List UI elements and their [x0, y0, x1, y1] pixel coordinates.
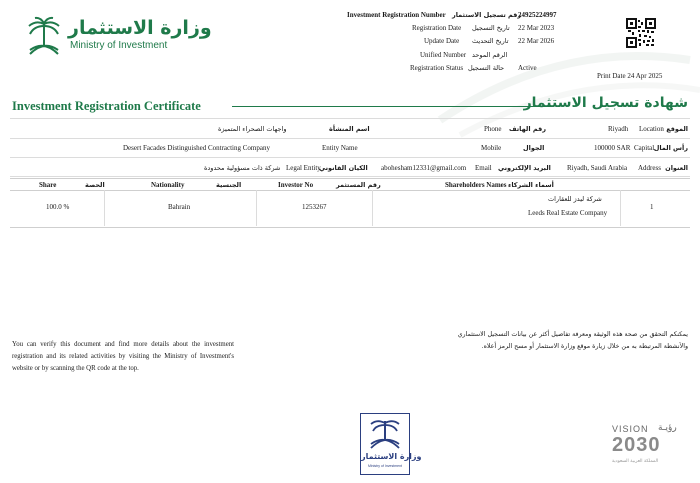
entity-name-label-ar: اسم المنشأة: [329, 125, 370, 133]
col-nationality-en: Nationality: [151, 181, 185, 189]
unified-number-label-ar: الرقم الموحد: [472, 51, 508, 59]
reg-status-value: Active: [518, 64, 537, 72]
row-divider: [10, 118, 690, 119]
logo-arabic-text: وزارة الاستثمار: [68, 17, 212, 39]
vision-2030-logo: [610, 424, 690, 480]
entity-name-value-ar: واجهات الصحراء المتميزة: [218, 125, 287, 133]
col-nationality-ar: الجنسية: [216, 181, 242, 189]
reg-number-label-ar: رقم تسجيل الاستثمار: [452, 11, 522, 19]
reg-date-label-ar: تاريخ التسجيل: [472, 24, 510, 32]
verify-text-english: You can verify this document and find more details about the investment registration and its related activities by visiting the Ministry of Investment's website or by scanning the QR code at the top.: [12, 341, 234, 372]
seal-english-text: Ministry of Investment: [367, 464, 403, 468]
row-share: 100.0 %: [46, 203, 70, 211]
reg-status-label-ar: حالة التسجيل: [468, 64, 505, 72]
update-date-value: 22 Mar 2026: [518, 37, 555, 45]
ministry-logo: [24, 14, 212, 64]
column-divider: [372, 190, 373, 226]
title-divider: [232, 106, 552, 107]
column-divider: [104, 190, 105, 226]
logo-english-text: Ministry of Investment: [70, 40, 168, 51]
entity-name-value: Desert Facades Distinguished Contracting Company: [123, 144, 270, 152]
phone-label: Phone: [484, 125, 502, 133]
update-date-label: Update Date: [424, 37, 460, 45]
email-value[interactable]: abohesham12331@gmail.com: [381, 164, 467, 172]
col-share-ar: الحصة: [85, 181, 105, 189]
reg-date-label: Registration Date: [412, 24, 462, 32]
row-nationality: Bahrain: [168, 203, 191, 211]
column-divider: [256, 190, 257, 226]
entity-name-label: Entity Name: [322, 144, 358, 152]
row-divider: [10, 138, 690, 139]
palm-swords-icon: [24, 16, 64, 60]
row-name-en: Leeds Real Estate Company: [528, 209, 608, 217]
reg-date-value: 22 Mar 2023: [518, 24, 555, 32]
verify-text-arabic: يمكنكم التحقق من صحة هذه الوثيقة ومعرفة تفاصيل أكثر عن بيانات التسجيل الاستثماري والأنشطة المرتبطة به من خلال زيارة موقع وزارة الاستثمار أو مسح الرمز أعلاه.: [457, 331, 688, 350]
address-label: Address: [638, 164, 661, 172]
seal-arabic-text: وزارة الاستثمار: [361, 452, 422, 461]
legal-entity-label: Legal Entity: [286, 164, 321, 172]
mobile-label-ar: الجوال: [523, 144, 545, 152]
phone-label-ar: رقم الهاتف: [509, 125, 546, 133]
vision-year: 2030: [612, 434, 661, 456]
vision-label-ar: رؤيـة: [658, 423, 677, 433]
table-header-divider: [10, 190, 690, 191]
legal-entity-label-ar: الكيان القانوني: [319, 164, 368, 172]
reg-number-value: 24925224997: [518, 11, 557, 19]
unified-number-label: Unified Number: [420, 51, 467, 59]
row-index: 1: [650, 203, 654, 211]
vision-sub: المملكة العربية السعودية: [612, 459, 659, 464]
reg-number-label: Investment Registration Number: [347, 11, 446, 19]
location-label: Location: [639, 125, 664, 133]
email-label: Email: [475, 164, 492, 172]
location-label-ar: الموقع: [666, 125, 688, 133]
reg-status-label: Registration Status: [410, 64, 464, 72]
qr-code-icon[interactable]: [626, 18, 656, 48]
vision-label-en: VISION: [612, 424, 649, 434]
update-date-label-ar: تاريخ التحديث: [472, 37, 509, 45]
column-divider: [620, 190, 621, 226]
title-english: Investment Registration Certificate: [12, 99, 201, 113]
title-arabic: شهادة تسجيل الاستثمار: [523, 95, 688, 111]
col-investor-no-en: Investor No: [278, 181, 314, 189]
palm-swords-icon: [362, 416, 408, 452]
col-names-ar: أسماء الشركاء: [508, 181, 554, 189]
mobile-label: Mobile: [481, 144, 502, 152]
col-investor-no-ar: رقم المستثمر: [336, 181, 381, 189]
row-divider: [10, 176, 690, 177]
print-date: Print Date 24 Apr 2025: [597, 72, 663, 80]
email-label-ar: البريد الإلكتروني: [498, 164, 551, 172]
address-label-ar: العنوان: [665, 164, 688, 172]
location-value: Riyadh: [608, 125, 629, 133]
legal-entity-value: شركة ذات مسؤولية محدودة: [204, 164, 281, 172]
col-share-en: Share: [39, 181, 57, 189]
address-value: Riyadh, Saudi Arabia: [567, 164, 628, 172]
capital-label: Capital: [634, 144, 655, 152]
capital-value: 100000 SAR: [594, 144, 631, 152]
row-investor-no: 1253267: [302, 203, 327, 211]
row-name-ar: شركة ليدز للعقارات: [548, 195, 602, 203]
col-names-en: Shareholders Names: [445, 181, 507, 189]
capital-label-ar: رأس المال: [653, 144, 688, 152]
ministry-seal: [360, 413, 422, 475]
row-divider: [10, 157, 690, 158]
